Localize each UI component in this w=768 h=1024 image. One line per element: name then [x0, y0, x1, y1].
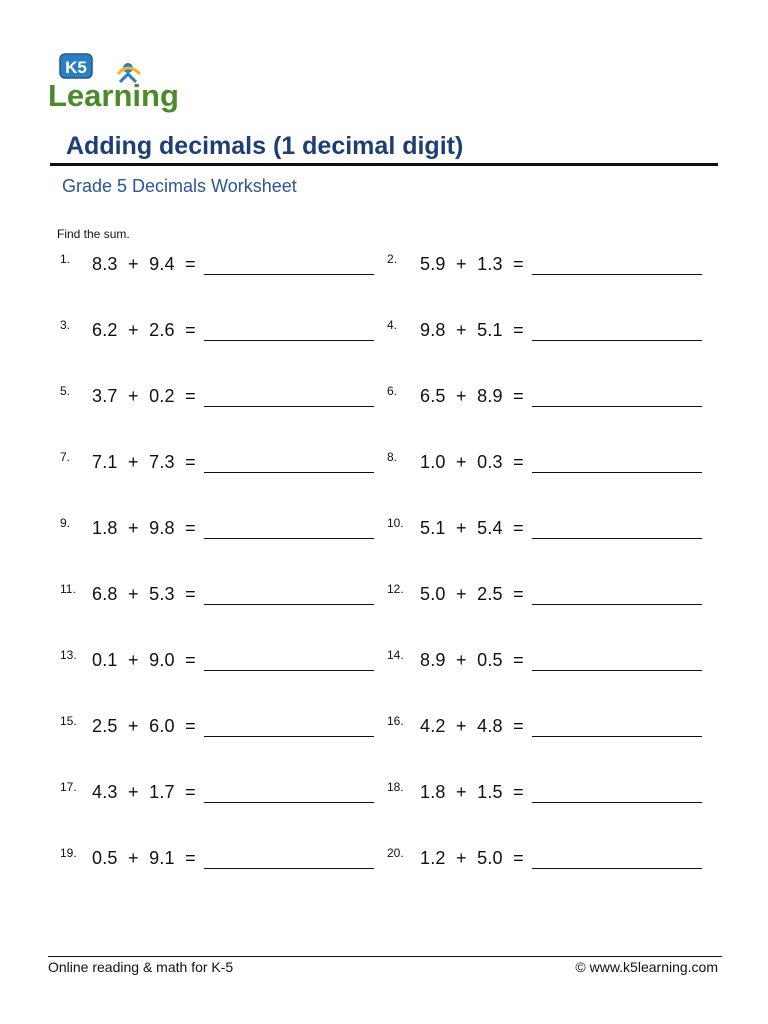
addend-a: 9.8	[420, 320, 446, 340]
answer-blank[interactable]	[204, 340, 374, 341]
equals-sign: =	[174, 254, 196, 274]
addend-a: 4.2	[420, 716, 446, 736]
answer-blank[interactable]	[532, 802, 702, 803]
plus-sign: +	[117, 452, 150, 472]
problem-number: 16.	[387, 714, 404, 728]
equals-sign: =	[502, 584, 524, 604]
addend-b: 0.2	[149, 386, 175, 406]
answer-blank[interactable]	[532, 868, 702, 869]
answer-blank[interactable]	[204, 868, 374, 869]
problem-expression	[92, 650, 196, 671]
addend-a: 0.5	[92, 848, 118, 868]
footer-tagline: Online reading & math for K-5	[48, 959, 234, 975]
equals-sign: =	[174, 518, 196, 538]
equals-sign: =	[502, 848, 524, 868]
problem-number: 15.	[60, 714, 77, 728]
addend-a: 1.8	[92, 518, 118, 538]
plus-sign: +	[445, 782, 478, 802]
answer-blank[interactable]	[532, 274, 702, 275]
addend-b: 8.9	[477, 386, 503, 406]
problem-expression	[92, 254, 196, 275]
equals-sign: =	[502, 650, 524, 670]
plus-sign: +	[445, 650, 478, 670]
answer-blank[interactable]	[532, 472, 702, 473]
addend-b: 0.3	[477, 452, 503, 472]
problem-expression	[92, 782, 196, 803]
problem-number: 12.	[387, 582, 404, 596]
problem-number: 5.	[60, 384, 71, 398]
addend-a: 3.7	[92, 386, 118, 406]
addend-b: 5.0	[477, 848, 503, 868]
equals-sign: =	[502, 518, 524, 538]
addend-a: 2.5	[92, 716, 118, 736]
plus-sign: +	[445, 452, 478, 472]
problem-number: 17.	[60, 780, 77, 794]
equals-sign: =	[502, 254, 524, 274]
plus-sign: +	[117, 386, 150, 406]
page-subtitle: Grade 5 Decimals Worksheet	[62, 176, 297, 196]
problem-expression	[92, 584, 196, 605]
answer-blank[interactable]	[204, 538, 374, 539]
problem-number: 14.	[387, 648, 404, 662]
answer-blank[interactable]	[532, 406, 702, 407]
problem-expression	[92, 386, 196, 407]
addend-b: 9.4	[149, 254, 175, 274]
problem-number: 2.	[387, 252, 398, 266]
problem-expression	[420, 584, 524, 605]
problem-expression	[92, 320, 196, 341]
answer-blank[interactable]	[204, 802, 374, 803]
problem-number: 11.	[60, 582, 76, 596]
plus-sign: +	[445, 386, 478, 406]
plus-sign: +	[117, 320, 150, 340]
answer-blank[interactable]	[204, 274, 374, 275]
answer-blank[interactable]	[204, 736, 374, 737]
problem-expression	[420, 386, 524, 407]
addend-a: 1.0	[420, 452, 446, 472]
equals-sign: =	[174, 650, 196, 670]
addend-b: 0.5	[477, 650, 503, 670]
addend-a: 8.3	[92, 254, 118, 274]
answer-blank[interactable]	[532, 736, 702, 737]
plus-sign: +	[117, 254, 150, 274]
equals-sign: =	[174, 716, 196, 736]
plus-sign: +	[445, 848, 478, 868]
problem-expression	[420, 782, 524, 803]
problem-expression	[92, 716, 196, 737]
addend-b: 5.1	[477, 320, 503, 340]
plus-sign: +	[445, 254, 478, 274]
problem-number: 10.	[387, 516, 404, 530]
equals-sign: =	[502, 716, 524, 736]
addend-a: 6.8	[92, 584, 118, 604]
plus-sign: +	[117, 716, 150, 736]
footer-website: © www.k5learning.com	[575, 959, 718, 975]
equals-sign: =	[174, 848, 196, 868]
plus-sign: +	[117, 782, 150, 802]
problem-number: 19.	[60, 846, 77, 860]
equals-sign: =	[174, 452, 196, 472]
problem-expression	[420, 848, 524, 869]
addend-a: 4.3	[92, 782, 118, 802]
logo-word-text: Learning	[48, 78, 179, 113]
problem-number: 6.	[387, 384, 398, 398]
answer-blank[interactable]	[532, 670, 702, 671]
addend-b: 1.7	[149, 782, 175, 802]
problem-number: 1.	[60, 252, 71, 266]
addend-a: 5.0	[420, 584, 446, 604]
equals-sign: =	[174, 386, 196, 406]
problem-expression	[420, 650, 524, 671]
plus-sign: +	[117, 584, 150, 604]
answer-blank[interactable]	[204, 406, 374, 407]
addend-b: 1.3	[477, 254, 503, 274]
answer-blank[interactable]	[204, 604, 374, 605]
plus-sign: +	[117, 650, 150, 670]
footer-divider	[48, 956, 722, 957]
problem-expression	[420, 716, 524, 737]
equals-sign: =	[502, 386, 524, 406]
answer-blank[interactable]	[532, 604, 702, 605]
problem-number: 8.	[387, 450, 398, 464]
addend-b: 6.0	[149, 716, 175, 736]
addend-b: 5.4	[477, 518, 503, 538]
problem-number: 9.	[60, 516, 71, 530]
addend-a: 1.2	[420, 848, 446, 868]
plus-sign: +	[117, 518, 150, 538]
instruction-text: Find the sum.	[57, 227, 130, 241]
problem-number: 4.	[387, 318, 398, 332]
addend-b: 4.8	[477, 716, 503, 736]
equals-sign: =	[174, 584, 196, 604]
answer-blank[interactable]	[532, 538, 702, 539]
problem-number: 13.	[60, 648, 77, 662]
addend-a: 1.8	[420, 782, 446, 802]
plus-sign: +	[117, 848, 150, 868]
addend-a: 5.9	[420, 254, 446, 274]
addend-a: 6.2	[92, 320, 118, 340]
addend-b: 5.3	[149, 584, 175, 604]
addend-b: 2.5	[477, 584, 503, 604]
addend-a: 6.5	[420, 386, 446, 406]
problem-expression	[92, 518, 196, 539]
logo-badge-text: K5	[65, 58, 87, 77]
problem-expression	[420, 518, 524, 539]
addend-a: 0.1	[92, 650, 118, 670]
equals-sign: =	[174, 320, 196, 340]
addend-a: 8.9	[420, 650, 446, 670]
problem-number: 7.	[60, 450, 71, 464]
equals-sign: =	[502, 452, 524, 472]
problem-expression	[420, 254, 524, 275]
addend-b: 7.3	[149, 452, 175, 472]
addend-b: 9.1	[149, 848, 175, 868]
plus-sign: +	[445, 518, 478, 538]
equals-sign: =	[502, 782, 524, 802]
problem-expression	[420, 452, 524, 473]
plus-sign: +	[445, 320, 478, 340]
equals-sign: =	[502, 320, 524, 340]
plus-sign: +	[445, 584, 478, 604]
addend-b: 9.0	[149, 650, 175, 670]
equals-sign: =	[174, 782, 196, 802]
addend-a: 7.1	[92, 452, 118, 472]
addend-b: 9.8	[149, 518, 175, 538]
problem-expression	[92, 452, 196, 473]
answer-blank[interactable]	[204, 472, 374, 473]
answer-blank[interactable]	[204, 670, 374, 671]
problem-number: 18.	[387, 780, 404, 794]
addend-b: 1.5	[477, 782, 503, 802]
addend-b: 2.6	[149, 320, 175, 340]
problem-expression	[420, 320, 524, 341]
page-title: Adding decimals (1 decimal digit)	[66, 132, 464, 160]
answer-blank[interactable]	[532, 340, 702, 341]
problem-number: 20.	[387, 846, 404, 860]
problem-number: 3.	[60, 318, 71, 332]
problem-expression	[92, 848, 196, 869]
plus-sign: +	[445, 716, 478, 736]
addend-a: 5.1	[420, 518, 446, 538]
